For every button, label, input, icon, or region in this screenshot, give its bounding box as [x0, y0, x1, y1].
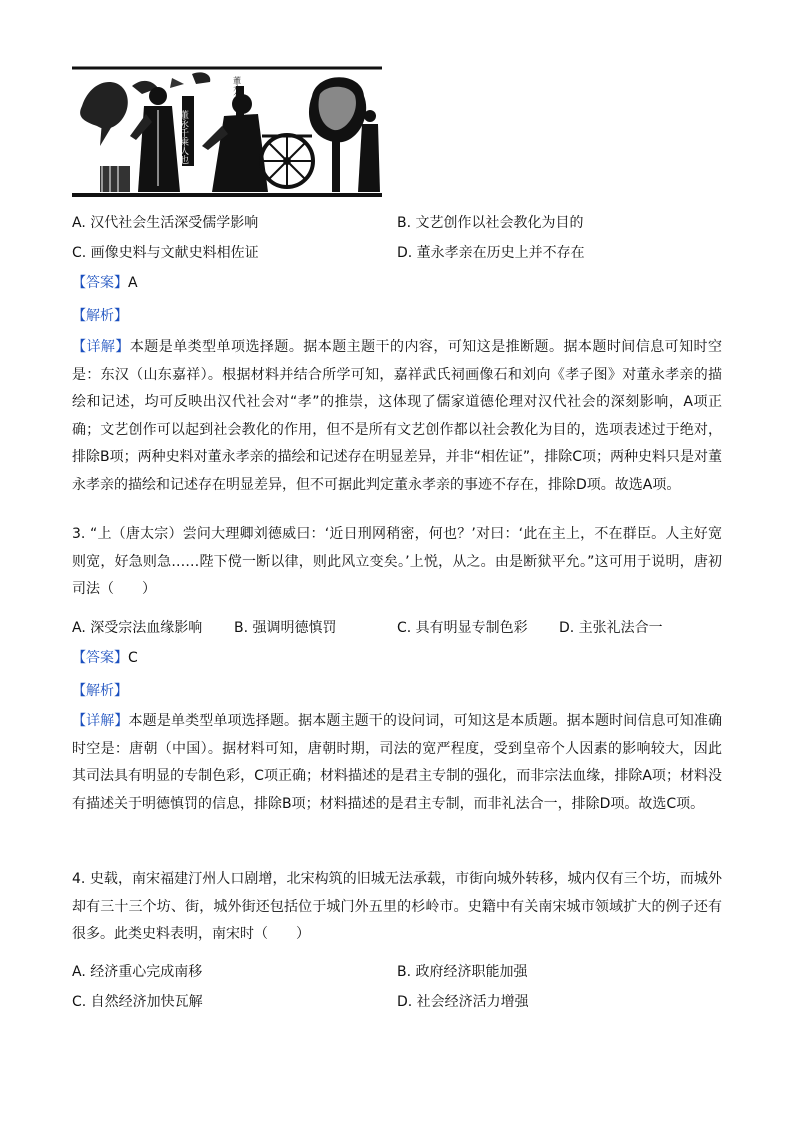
q3-answer-label: 【答案】 — [72, 650, 128, 666]
q3-answer-value: C — [128, 650, 138, 666]
q2-detail-text: 本题是单类型单项选择题。据本题主题干的内容，可知这是推断题。据本题时间信息可知时空是：东汉（山东嘉祥）。根据材料并结合所学可知，嘉祥武氏祠画像石和刘向《孝子图》对董永孝亲的描绘和记述，均可反映出汉代社会对“孝”的推崇，这体现了儒家道德伦理对汉代社会的深刻影响，A项正确；文艺创作可以起到社会教化的作用，但不是所有文艺创作都以社会教化为目的，选项表述过于绝对，排除B项；两种史料对董永孝亲的描绘和记述存在明显差异，并非“相佐证”，排除C项；两种史料只是对董永孝亲的描绘和记述存在明显差异，但不可据此判定董永孝亲的事迹不存在，排除D项。故选A项。 — [72, 339, 723, 493]
q3-analysis-label: 【解析】 — [72, 683, 128, 699]
q2-detail-label: 【详解】 — [72, 339, 130, 355]
q2-answer-label: 【答案】 — [72, 275, 128, 291]
q3-detail — [72, 708, 722, 818]
relief-rubbing-graphic — [72, 66, 382, 198]
q2-detail — [72, 334, 722, 499]
q2-option-c: C. 画像史料与文献史料相佐证 — [72, 245, 259, 261]
q3-detail-label: 【详解】 — [72, 713, 129, 729]
inscription-2: 董永千乘人也 — [178, 110, 188, 164]
q4-option-c: C. 自然经济加快瓦解 — [72, 994, 203, 1010]
q3-option-d: D. 主张礼法合一 — [559, 620, 663, 636]
q4-option-d: D. 社会经济活力增强 — [397, 994, 529, 1010]
q2-answer-value: A — [128, 275, 138, 291]
q2-answer-line — [72, 273, 138, 293]
q3-stem: 3. “上（唐太宗）尝问大理卿刘德威曰：‘近日刑网稍密，何也？’对曰：‘此在主上，不在群臣。人主好宽则宽，好急则急……陛下傥一断以律，则此风立变矣。’上悦，从之。由是断狱平允。”这可用于说明，唐初司法（ ） — [72, 526, 722, 597]
inscription-1: 董永父 — [232, 76, 242, 100]
stone-relief-image — [72, 66, 382, 198]
q3-option-c: C. 具有明显专制色彩 — [397, 620, 528, 636]
q2-option-a: A. 汉代社会生活深受儒学影响 — [72, 215, 259, 231]
q4-option-a: A. 经济重心完成南移 — [72, 964, 203, 980]
q4-stem: 4. 史载，南宋福建汀州人口剧增，北宋构筑的旧城无法承载，市街向城外转移，城内仅有三个坊，而城外却有三十三个坊、街，城外街还包括位于城门外五里的杉岭市。史籍中有关南宋城市领域扩大的例子还有很多。此类史料表明，南宋时（ ） — [72, 871, 722, 942]
q2-option-d: D. 董永孝亲在历史上并不存在 — [397, 245, 585, 261]
q3-answer-line — [72, 648, 138, 668]
q3-option-a: A. 深受宗法血缘影响 — [72, 620, 203, 636]
q2-analysis-label: 【解析】 — [72, 308, 128, 324]
q3-detail-text: 本题是单类型单项选择题。据本题主题干的设问词，可知这是本质题。据本题时间信息可知准确时空是：唐朝（中国）。据材料可知，唐朝时期，司法的宽严程度，受到皇帝个人因素的影响较大，因此其司法具有明显的专制色彩，C项正确；材料描述的是君主专制的强化，而非宗法血缘，排除A项；材料没有描述关于明德慎罚的信息，排除B项；材料描述的是君主专制，而非礼法合一，排除D项。故选C项。 — [72, 713, 723, 812]
q3-option-b: B. 强调明德慎罚 — [234, 620, 337, 636]
q4-option-b: B. 政府经济职能加强 — [397, 964, 528, 980]
q2-option-b: B. 文艺创作以社会教化为目的 — [397, 215, 584, 231]
